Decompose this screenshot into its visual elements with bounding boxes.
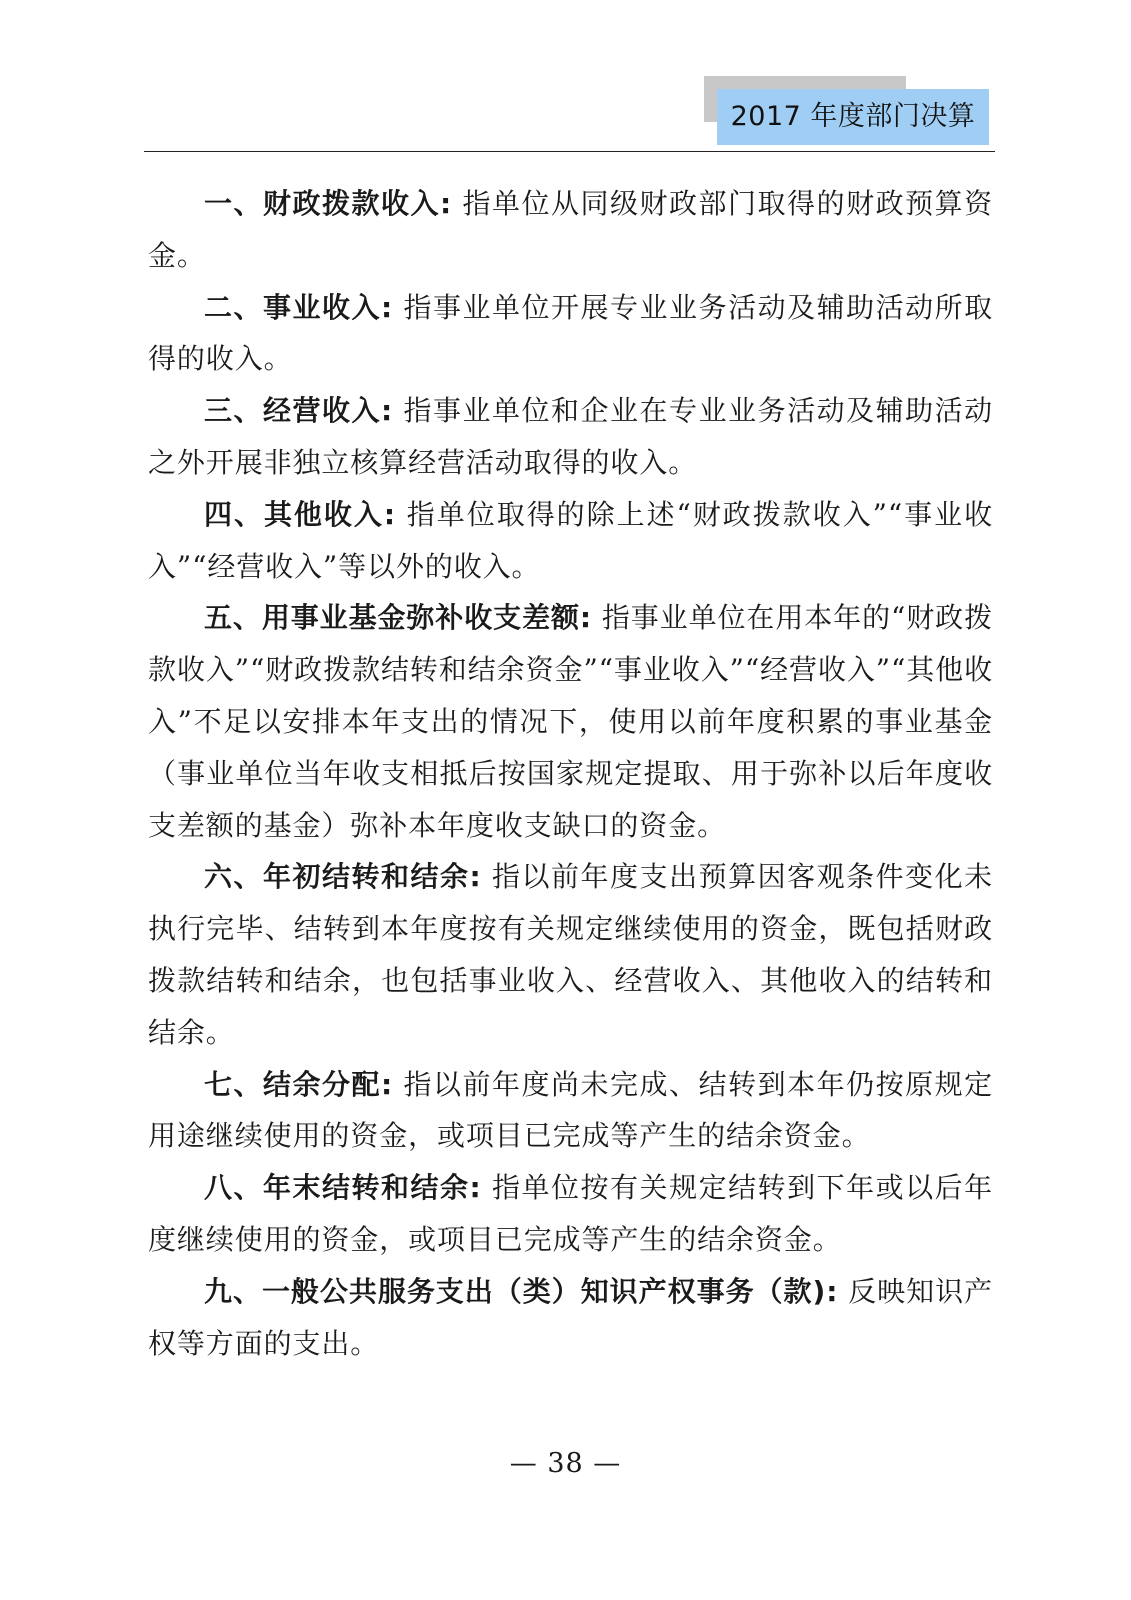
definition-text: 指事业单位开展专业业务活动及辅助活动所取得的收入。	[148, 290, 993, 376]
definition-paragraph	[148, 851, 993, 1058]
definition-term: 七、结余分配:	[204, 1067, 394, 1101]
definition-text: 反映知识产权等方面的支出。	[148, 1274, 993, 1360]
definition-paragraph	[148, 178, 993, 282]
definitions-list	[148, 178, 993, 1369]
definition-text: 指单位按有关规定结转到下年或以后年度继续使用的资金，或项目已完成等产生的结余资金。	[148, 1171, 994, 1256]
definition-paragraph	[148, 1162, 993, 1266]
definition-text: 指以前年度支出预算因客观条件变化未执行完毕、结转到本年度按有关规定继续使用的资金，既包括财政拨款结转和结余，也包括事业收入、经营收入、其他收入的结转和结余。	[148, 860, 994, 1049]
definition-term: 八、年末结转和结余:	[204, 1171, 482, 1205]
definition-text: 指事业单位和企业在专业业务活动及辅助活动之外开展非独立核算经营活动取得的收入。	[148, 394, 993, 479]
definition-paragraph	[148, 489, 993, 593]
document-header-label: 2017 年度部门决算	[717, 89, 989, 145]
definition-text: 指单位从同级财政部门取得的财政预算资金。	[148, 187, 993, 272]
definition-text: 指单位取得的除上述“财政拨款收入”“事业收入”“经营收入”等以外的收入。	[148, 497, 994, 583]
definition-term: 三、经营收入:	[204, 394, 394, 428]
definition-term: 四、其他收入:	[204, 497, 396, 531]
definition-paragraph	[148, 1059, 993, 1163]
header-divider	[144, 151, 995, 152]
definition-text: 指事业单位在用本年的“财政拨款收入”“财政拨款结转和结余资金”“事业收入”“经营收入”“其他收入”不足以安排本年支出的情况下，使用以前年度积累的事业基金（事业单位当年收支相抵后按国家规定提取、用于弥补以后年度收支差额的基金）弥补本年度收支缺口的资金。	[148, 601, 993, 842]
definition-term: 六、年初结转和结余:	[204, 860, 482, 894]
definition-paragraph	[148, 385, 993, 489]
definition-text: 指以前年度尚未完成、结转到本年仍按原规定用途继续使用的资金，或项目已完成等产生的结余资金。	[148, 1067, 993, 1153]
definition-paragraph	[148, 592, 993, 851]
definition-term: 一、财政拨款收入:	[204, 187, 453, 220]
definition-paragraph	[148, 282, 993, 386]
definition-term: 九、一般公共服务支出（类）知识产权事务（款):	[204, 1274, 839, 1308]
definition-term: 五、用事业基金弥补收支差额:	[204, 601, 593, 635]
definition-term: 二、事业收入:	[204, 290, 394, 324]
definition-paragraph	[148, 1266, 993, 1370]
page-number: — 38 —	[509, 1448, 622, 1479]
